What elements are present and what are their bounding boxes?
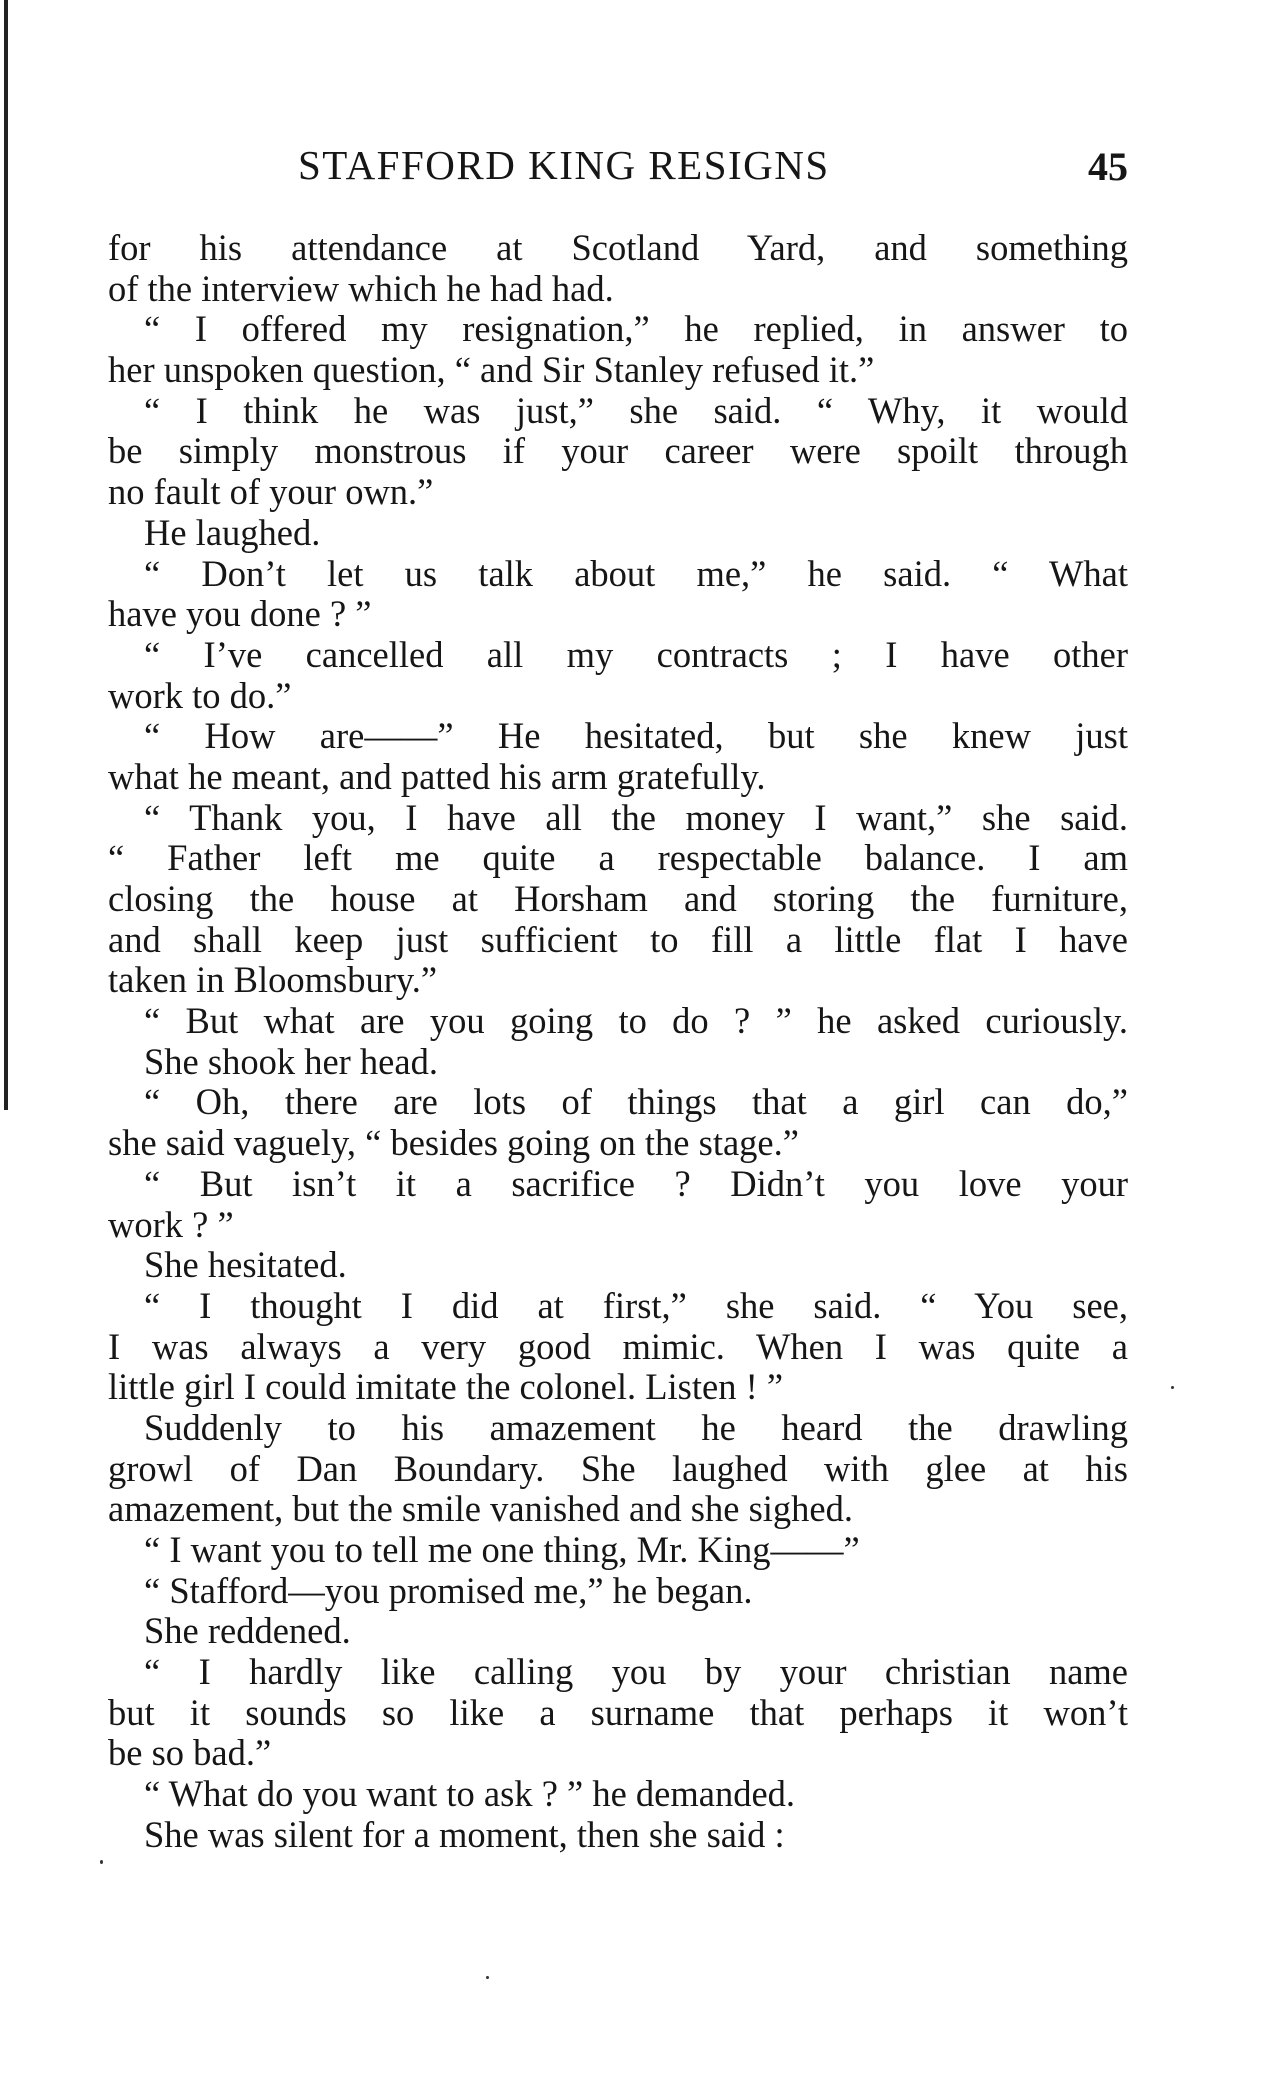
text-line: be simply monstrous if your career were spoilt through xyxy=(108,431,1128,472)
text-line: “ I think he was just,” she said. “ Why, it would xyxy=(144,390,1128,431)
text-line: “ Oh, there are lots of things that a girl can do,” xyxy=(144,1082,1128,1123)
text-line: “ How are——” He hesitated, but she knew just xyxy=(144,716,1128,757)
text-line: amazement, but the smile vanished and she sighed. xyxy=(108,1489,854,1530)
text-line: “ What do you want to ask ? ” he demanded. xyxy=(144,1774,796,1815)
text-line: She hesitated. xyxy=(144,1245,347,1286)
text-line: and shall keep just sufficient to fill a little flat I have xyxy=(108,919,1128,960)
text-line: taken in Bloomsbury.” xyxy=(108,960,438,1001)
text-line: “ But isn’t it a sacrifice ? Didn’t you love your xyxy=(144,1163,1128,1204)
text-line: work to do.” xyxy=(108,675,292,716)
text-line: “ Stafford—you promised me,” he began. xyxy=(144,1570,753,1611)
text-line: growl of Dan Boundary. She laughed with glee at his xyxy=(108,1448,1128,1489)
ink-speck xyxy=(1171,1386,1174,1389)
page-header xyxy=(108,140,1128,190)
body-text xyxy=(108,228,1128,1856)
text-line: I was always a very good mimic. When I was quite a xyxy=(108,1326,1128,1367)
ink-speck xyxy=(486,1976,489,1979)
page-edge-rule xyxy=(4,0,8,1110)
text-line: She shook her head. xyxy=(144,1041,438,1082)
text-line: “ I’ve cancelled all my contracts ; I have other xyxy=(144,634,1128,675)
text-line: but it sounds so like a surname that perhaps it won’t xyxy=(108,1692,1128,1733)
text-line: “ Don’t let us talk about me,” he said. “ What xyxy=(144,553,1128,594)
text-line: He laughed. xyxy=(144,512,321,553)
text-line: work ? ” xyxy=(108,1204,234,1245)
text-line: She was silent for a moment, then she said : xyxy=(144,1814,785,1855)
running-title: STAFFORD KING RESIGNS xyxy=(298,142,830,188)
text-line: “ Thank you, I have all the money I want,” she said. xyxy=(144,797,1128,838)
text-line: have you done ? ” xyxy=(108,594,372,635)
text-line: what he meant, and patted his arm gratefully. xyxy=(108,756,766,797)
text-line: “ I want you to tell me one thing, Mr. King——” xyxy=(144,1530,860,1570)
text-line: she said vaguely, “ besides going on the stage.” xyxy=(108,1123,799,1164)
text-line: “ I offered my resignation,” he replied, in answer to xyxy=(144,309,1128,350)
text-line: be so bad.” xyxy=(108,1733,272,1774)
text-line: for his attendance at Scotland Yard, and something xyxy=(108,228,1128,268)
text-line: her unspoken question, “ and Sir Stanley refused it.” xyxy=(108,350,875,391)
page-number: 45 xyxy=(1088,144,1128,189)
text-line: little girl I could imitate the colonel. Listen ! ” xyxy=(108,1367,784,1408)
text-line: She reddened. xyxy=(144,1611,351,1652)
text-line: of the interview which he had had. xyxy=(108,268,614,309)
ink-speck xyxy=(100,1860,103,1864)
text-line: “ I hardly like calling you by your christian name xyxy=(144,1652,1128,1693)
text-line: no fault of your own.” xyxy=(108,472,434,513)
text-line: Suddenly to his amazement he heard the drawling xyxy=(144,1407,1128,1448)
text-line: “ Father left me quite a respectable balance. I am xyxy=(108,838,1128,879)
text-line: “ I thought I did at first,” she said. “ You see, xyxy=(144,1285,1128,1326)
text-line: “ But what are you going to do ? ” he asked curiously. xyxy=(144,1001,1128,1042)
text-line: closing the house at Horsham and storing the furniture, xyxy=(108,879,1128,919)
